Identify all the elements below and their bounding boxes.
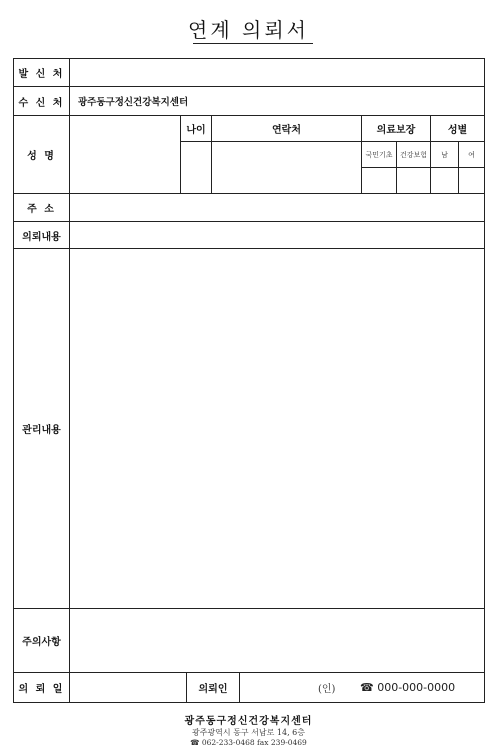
request-date-label: 의 뢰 일 xyxy=(14,673,70,702)
request-date-field[interactable] xyxy=(70,673,187,702)
management-content-label: 관리내용 xyxy=(14,249,70,609)
address-field[interactable] xyxy=(70,194,484,222)
footer-address: 광주광역시 동구 서남로 14, 6층 xyxy=(192,728,305,737)
precautions-field[interactable] xyxy=(70,609,484,673)
requester-label: 의뢰인 xyxy=(187,673,240,702)
request-content-label: 의뢰내용 xyxy=(14,222,70,249)
referral-form xyxy=(13,58,485,703)
contact-field[interactable] xyxy=(212,142,362,194)
gender-check-female[interactable] xyxy=(459,168,484,194)
footer-center-name: 광주동구정신건강복지센터 xyxy=(184,716,313,727)
insurance-check-basic[interactable] xyxy=(362,168,397,194)
stamp-mark: (인) xyxy=(318,684,336,695)
gender-option-male: 남 xyxy=(431,142,459,168)
title-underline xyxy=(193,43,313,44)
name-label: 성 명 xyxy=(14,116,70,194)
receiver-label: 수 신 처 xyxy=(14,87,70,116)
age-label: 나이 xyxy=(181,116,212,142)
management-content-field[interactable] xyxy=(70,249,484,609)
request-content-field[interactable] xyxy=(70,222,484,249)
name-field[interactable] xyxy=(70,116,181,194)
gender-check-male[interactable] xyxy=(431,168,459,194)
insurance-label: 의료보장 xyxy=(362,116,431,142)
receiver-value: 광주동구정신건강복지센터 xyxy=(70,87,484,116)
sender-field[interactable] xyxy=(70,59,484,87)
age-field[interactable] xyxy=(181,142,212,194)
contact-label: 연락처 xyxy=(212,116,362,142)
precautions-label: 주의사항 xyxy=(14,609,70,673)
footer-phone: ☎ 062-233-0468 fax 239-0469 xyxy=(190,738,307,747)
insurance-check-health[interactable] xyxy=(397,168,431,194)
gender-option-female: 여 xyxy=(459,142,484,168)
requester-field[interactable] xyxy=(240,673,484,702)
insurance-option-health: 건강보험 xyxy=(397,142,431,168)
address-label: 주 소 xyxy=(14,194,70,222)
insurance-option-basic: 국민기초 xyxy=(362,142,397,168)
phone-number: ☎ 000-000-0000 xyxy=(360,681,456,694)
gender-label: 성별 xyxy=(431,116,484,142)
document-title: 연계 의뢰서 xyxy=(188,18,309,42)
sender-label: 발 신 처 xyxy=(14,59,70,87)
